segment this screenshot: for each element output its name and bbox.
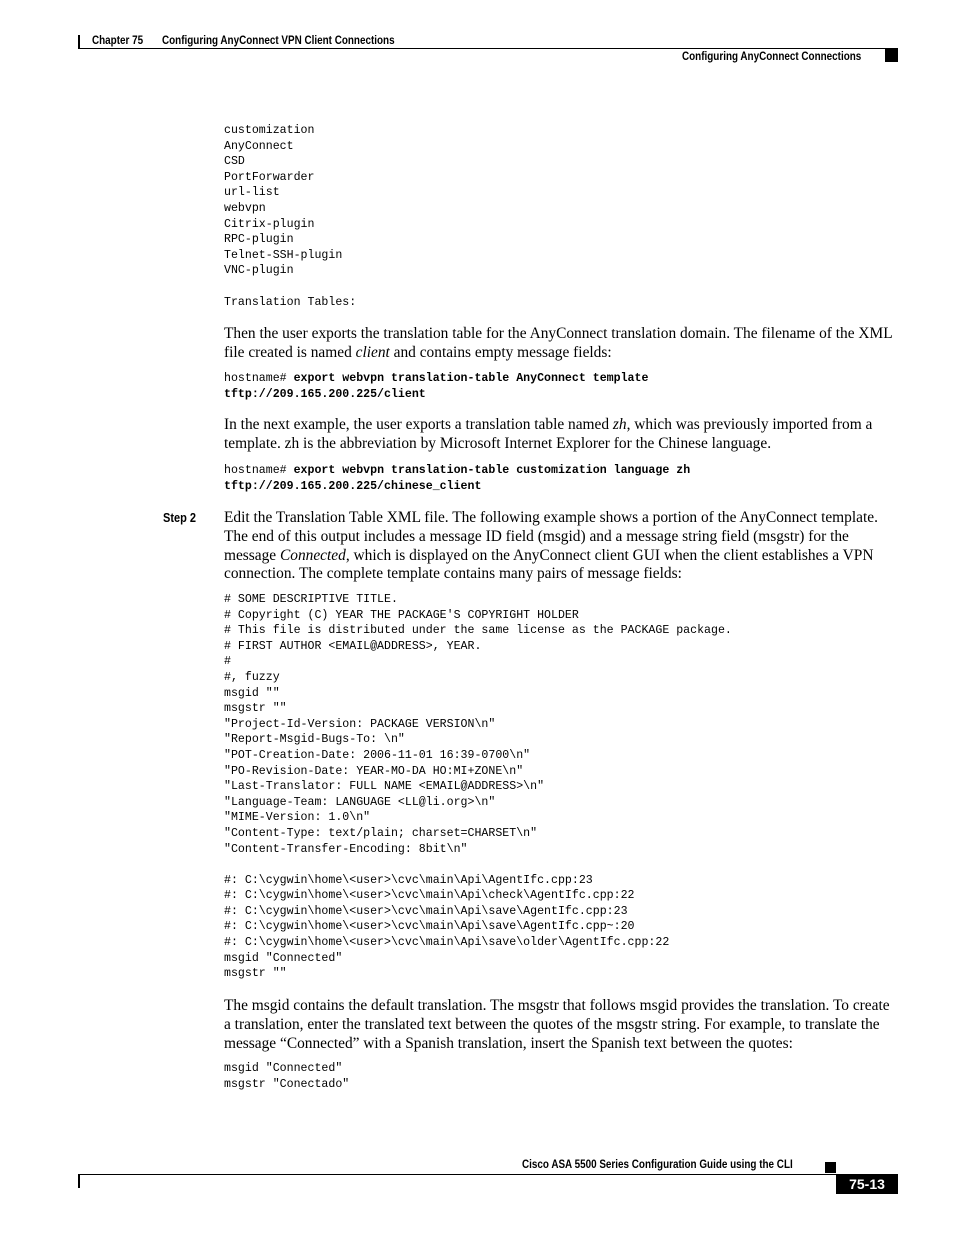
paragraph-msgid-explanation: The msgid contains the default translation. The msgstr that follows msgid provides the translation. To create a translation, enter the translated text between the quotes of the msgstr string. For example, to translate the message “Connected” with a Spanish translation, insert the Spanish text between the quotes: [224,997,890,1052]
step2-emphasis: Connected [280,546,346,564]
footer-marker-block [825,1162,836,1173]
footer-book-title: Cisco ASA 5500 Series Configuration Guide using the CLI [522,1159,793,1171]
para2-emphasis: zh [612,416,627,433]
footer-left-bar [78,1174,80,1188]
paragraph-export-zh [224,416,900,454]
paragraph-export-anyconnect [224,325,900,363]
chapter-title: Configuring AnyConnect VPN Client Connections [162,35,395,47]
para2-text-a: In the next example, the user exports a translation table named [224,416,613,433]
cmd2-prompt: hostname# [224,464,294,477]
cmd2-line1: export webvpn translation-table customization language zh [293,464,691,477]
para1-emphasis: client [355,343,390,361]
command-export-anyconnect [224,371,648,402]
footer-rule [78,1174,898,1175]
para1-text-b: and contains empty message fields: [389,343,612,361]
cmd2-line2: tftp://209.165.200.225/chinese_client [224,479,482,493]
cmd1-prompt: hostname# [224,372,294,385]
page-number: 75-13 [836,1174,898,1194]
para2-text-b: , which was previously imported from a template. zh is the abbreviation by Microsoft Internet Explorer for the Chinese language. [224,416,873,452]
cmd1-line1: export webvpn translation-table AnyConnect template [293,372,649,385]
header-left-bar [78,35,80,49]
chapter-label: Chapter 75 [92,35,144,47]
para1-text-a: Then the user exports the translation table for the AnyConnect translation domain. The filename of the XML file created is named [224,325,893,361]
command-export-zh [224,463,690,494]
code-block-template: # SOME DESCRIPTIVE TITLE. # Copyright (C) YEAR THE PACKAGE'S COPYRIGHT HOLDER # This file is distributed under the same license as the PACKAGE package. # FIRST AUTHOR <EMAIL@ADDRESS>, YEAR. # #, fuzzy msgid "" msgstr "" "Project-Id-Version: PACKAGE VERSION\n" "Report-Msgid-Bugs-To: \n" "POT-Creation-Date: 2006-11-01 16:39-0700\n" "PO-Revision-Date: YEAR-MO-DA HO:MI+ZONE\n" "Last-Translator: FULL NAME <EMAIL@ADDRESS>\n" "Language-Team: LANGUAGE <LL@li.org>\n" "MIME-Version: 1.0\n" "Content-Type: text/plain; charset=CHARSET\n" "Content-Transfer-Encoding: 8bit\n" #: C:\cygwin\home\<user>\cvc\main\Api\AgentIfc.cpp:23 #: C:\cygwin\home\<user>\cvc\main\Api\check\AgentIfc.cpp:22 #: C:\cygwin\home\<user>\cvc\main\Api\save\AgentIfc.cpp:23 #: C:\cygwin\home\<user>\cvc\main\Api\save\AgentIfc.cpp~:20 #: C:\cygwin\home\<user>\cvc\main\Api\save\older\AgentIfc.cpp:22 msgid "Connected" msgstr "" [224,593,732,981]
step-2-text [224,509,900,584]
step-2-label: Step 2 [163,511,197,525]
section-title: Configuring AnyConnect Connections [682,51,862,63]
header-marker-block [885,49,898,62]
code-block-example: msgid "Connected" msgstr "Conectado" [224,1062,350,1091]
code-block-domains: customization AnyConnect CSD PortForwarder url-list webvpn Citrix-plugin RPC-plugin Telnet-SSH-plugin VNC-plugin Translation Tables: [224,124,357,309]
header-rule [78,48,898,49]
step2-text-a: Edit the Translation Table XML file. The following example shows a portion of the AnyConnect template. The end of this output includes a message ID field (msgid) and a message string field (msgstr) for the message [224,509,878,564]
step2-text-b: , which is displayed on the AnyConnect client GUI when the client establishes a VPN connection. The complete template contains many pairs of message fields: [224,546,874,583]
cmd1-line2: tftp://209.165.200.225/client [224,387,426,401]
